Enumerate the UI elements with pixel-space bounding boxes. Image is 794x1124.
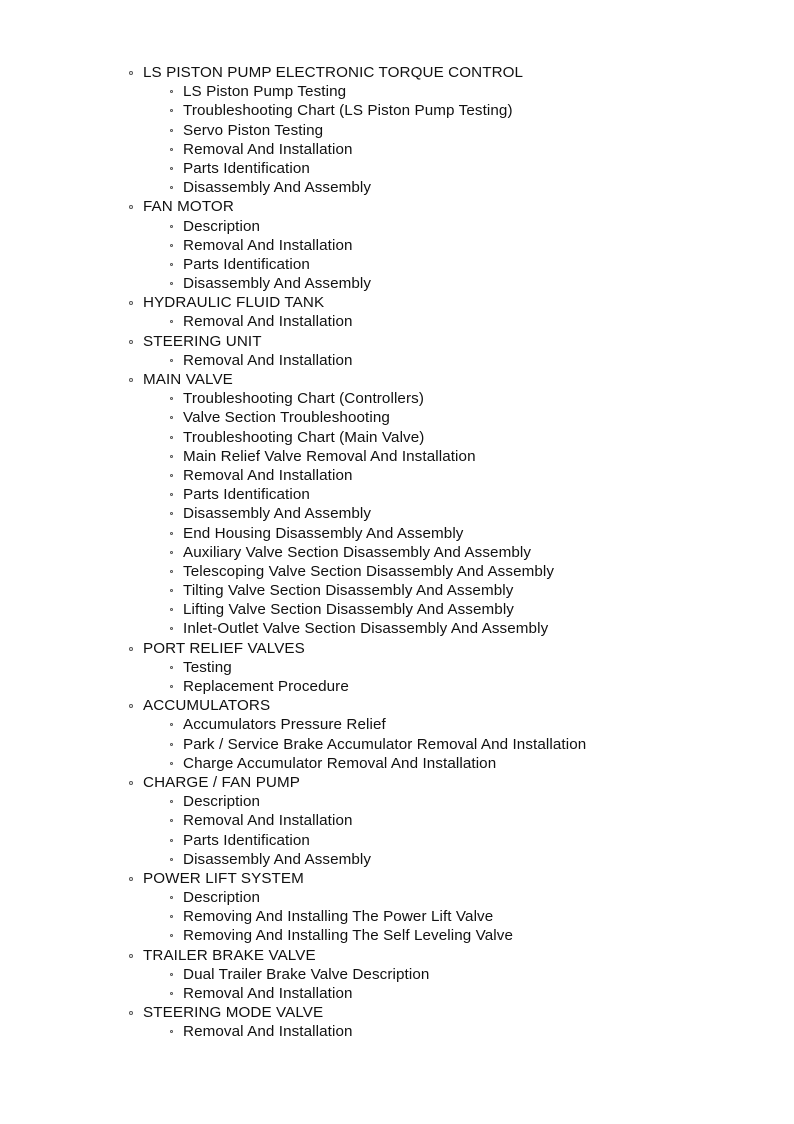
- list-item-text: Troubleshooting Chart (Controllers): [183, 390, 424, 408]
- list-item[interactable]: [0, 754, 794, 773]
- list-item-text: Accumulators Pressure Relief: [183, 716, 386, 734]
- list-item[interactable]: [0, 677, 794, 696]
- list-item-text: Parts Identification: [183, 831, 310, 849]
- list-item-text: Replacement Procedure: [183, 678, 349, 695]
- section-title[interactable]: [0, 197, 794, 216]
- list-item[interactable]: [0, 984, 794, 1003]
- list-item-text: Removal And Installation: [183, 466, 353, 484]
- section-title-text: FAN MOTOR: [143, 198, 234, 216]
- list-item-text: Removal And Installation: [183, 812, 353, 830]
- hollow-bullet-icon: [170, 915, 173, 918]
- hollow-bullet-icon: [129, 71, 133, 75]
- hollow-bullet-icon: [170, 512, 173, 515]
- list-item-text: Dual Trailer Brake Valve Description: [183, 965, 430, 983]
- toc-section: [0, 63, 794, 197]
- hollow-bullet-icon: [170, 992, 173, 995]
- toc-section: [0, 696, 794, 773]
- section-title-text: LS PISTON PUMP ELECTRONIC TORQUE CONTROL: [143, 64, 524, 81]
- hollow-bullet-icon: [170, 839, 173, 842]
- hollow-bullet-icon: [129, 1011, 133, 1015]
- hollow-bullet-icon: [129, 781, 133, 785]
- list-item-text: Removing And Installing The Power Lift Valve: [183, 908, 494, 926]
- toc-section: [0, 332, 794, 370]
- hollow-bullet-icon: [129, 340, 133, 344]
- hollow-bullet-icon: [170, 282, 173, 285]
- list-item-text: Main Relief Valve Removal And Installation: [183, 447, 476, 465]
- list-item-text: Removal And Installation: [183, 236, 353, 254]
- hollow-bullet-icon: [129, 647, 133, 651]
- section-title[interactable]: [0, 946, 794, 965]
- list-item[interactable]: [0, 735, 794, 754]
- list-item[interactable]: [0, 619, 794, 638]
- hollow-bullet-icon: [170, 666, 173, 669]
- list-item[interactable]: [0, 792, 794, 811]
- list-item[interactable]: [0, 485, 794, 504]
- list-item[interactable]: [0, 236, 794, 255]
- toc-section: [0, 639, 794, 697]
- list-item[interactable]: [0, 217, 794, 236]
- list-item[interactable]: [0, 312, 794, 331]
- list-item-text: Removal And Installation: [183, 313, 353, 331]
- list-item-text: Parts Identification: [183, 486, 310, 504]
- list-item[interactable]: [0, 658, 794, 677]
- list-item[interactable]: [0, 600, 794, 619]
- section-title-text: CHARGE / FAN PUMP: [143, 773, 300, 791]
- toc-section: [0, 197, 794, 293]
- hollow-bullet-icon: [129, 301, 133, 305]
- section-title[interactable]: [0, 63, 794, 82]
- hollow-bullet-icon: [170, 819, 173, 822]
- list-item-text: Auxiliary Valve Section Disassembly And Assembly: [183, 543, 532, 561]
- list-item-text: Troubleshooting Chart (LS Piston Pump Testing): [183, 102, 513, 120]
- list-item-text: Disassembly And Assembly: [183, 850, 372, 868]
- list-item[interactable]: [0, 524, 794, 543]
- section-title[interactable]: [0, 1003, 794, 1022]
- list-item[interactable]: [0, 543, 794, 562]
- list-item[interactable]: [0, 1022, 794, 1041]
- list-item[interactable]: [0, 907, 794, 926]
- hollow-bullet-icon: [170, 359, 173, 362]
- toc-section: [0, 869, 794, 946]
- hollow-bullet-icon: [170, 1030, 173, 1033]
- hollow-bullet-icon: [170, 129, 173, 132]
- toc-section: [0, 946, 794, 1004]
- hollow-bullet-icon: [170, 858, 173, 861]
- hollow-bullet-icon: [129, 954, 133, 958]
- hollow-bullet-icon: [170, 743, 173, 746]
- list-item-text: Tilting Valve Section Disassembly And Assembly: [183, 582, 514, 600]
- list-item[interactable]: [0, 811, 794, 830]
- list-item-text: Removal And Installation: [183, 140, 353, 158]
- list-item-text: LS Piston Pump Testing: [183, 83, 347, 101]
- section-title[interactable]: [0, 370, 794, 389]
- list-item[interactable]: [0, 408, 794, 427]
- list-item-text: Charge Accumulator Removal And Installation: [183, 754, 497, 772]
- hollow-bullet-icon: [170, 90, 173, 93]
- toc-section: [0, 370, 794, 639]
- hollow-bullet-icon: [170, 896, 173, 899]
- hollow-bullet-icon: [170, 723, 173, 726]
- list-item-text: Disassembly And Assembly: [183, 275, 372, 293]
- list-item-text: Testing: [183, 658, 232, 676]
- hollow-bullet-icon: [170, 934, 173, 937]
- list-item[interactable]: [0, 850, 794, 869]
- list-item-text: Removing And Installing The Self Leveling Valve: [183, 927, 514, 945]
- list-item[interactable]: [0, 159, 794, 178]
- list-item-text: Park / Service Brake Accumulator Removal And Installation: [183, 735, 587, 753]
- list-item-text: Disassembly And Assembly: [183, 505, 372, 523]
- list-item-text: Valve Section Troubleshooting: [183, 409, 390, 427]
- list-item[interactable]: [0, 562, 794, 581]
- list-item[interactable]: [0, 121, 794, 140]
- section-title[interactable]: [0, 639, 794, 658]
- hollow-bullet-icon: [170, 416, 173, 419]
- hollow-bullet-icon: [170, 263, 173, 266]
- section-title-text: STEERING UNIT: [143, 332, 262, 350]
- hollow-bullet-icon: [170, 551, 173, 554]
- section-title-text: POWER LIFT SYSTEM: [143, 869, 304, 887]
- list-item[interactable]: [0, 466, 794, 485]
- hollow-bullet-icon: [129, 205, 133, 209]
- list-item[interactable]: [0, 504, 794, 523]
- hollow-bullet-icon: [129, 877, 133, 881]
- hollow-bullet-icon: [170, 225, 173, 228]
- section-title[interactable]: [0, 293, 794, 312]
- list-item-text: Disassembly And Assembly: [183, 179, 372, 197]
- section-title[interactable]: [0, 332, 794, 351]
- list-item-text: Telescoping Valve Section Disassembly And Assembly: [183, 562, 555, 580]
- section-title[interactable]: [0, 773, 794, 792]
- hollow-bullet-icon: [170, 320, 173, 323]
- list-item-text: Description: [183, 889, 261, 907]
- list-item-text: Parts Identification: [183, 159, 310, 177]
- list-item[interactable]: [0, 965, 794, 984]
- list-item[interactable]: [0, 831, 794, 850]
- hollow-bullet-icon: [170, 800, 173, 803]
- section-title-text: STEERING MODE VALVE: [143, 1004, 324, 1022]
- hollow-bullet-icon: [129, 704, 133, 708]
- section-title[interactable]: [0, 869, 794, 888]
- list-item[interactable]: [0, 888, 794, 907]
- hollow-bullet-icon: [170, 973, 173, 976]
- toc-section: [0, 1003, 794, 1041]
- list-item-text: Description: [183, 793, 261, 811]
- list-item[interactable]: [0, 926, 794, 945]
- list-item-text: End Housing Disassembly And Assembly: [183, 524, 464, 542]
- section-title-text: PORT RELIEF VALVES: [143, 639, 305, 657]
- section-title-text: ACCUMULATORS: [143, 697, 271, 715]
- hollow-bullet-icon: [170, 627, 173, 630]
- toc-section: [0, 773, 794, 869]
- hollow-bullet-icon: [170, 186, 173, 189]
- list-item-text: Removal And Installation: [183, 1023, 353, 1041]
- table-of-contents: [0, 63, 794, 1042]
- list-item[interactable]: [0, 255, 794, 274]
- list-item-text: Parts Identification: [183, 255, 310, 273]
- list-item-text: Inlet-Outlet Valve Section Disassembly And Assembly: [183, 620, 549, 638]
- list-item-text: Description: [183, 217, 261, 235]
- hollow-bullet-icon: [129, 378, 133, 382]
- list-item[interactable]: [0, 178, 794, 197]
- hollow-bullet-icon: [170, 455, 173, 458]
- section-title-text: TRAILER BRAKE VALVE: [143, 946, 316, 964]
- hollow-bullet-icon: [170, 397, 173, 400]
- hollow-bullet-icon: [170, 436, 173, 439]
- list-item[interactable]: [0, 82, 794, 101]
- hollow-bullet-icon: [170, 148, 173, 151]
- hollow-bullet-icon: [170, 474, 173, 477]
- list-item[interactable]: [0, 581, 794, 600]
- list-item[interactable]: [0, 101, 794, 120]
- hollow-bullet-icon: [170, 244, 173, 247]
- hollow-bullet-icon: [170, 762, 173, 765]
- list-item[interactable]: [0, 715, 794, 734]
- hollow-bullet-icon: [170, 570, 173, 573]
- list-item-text: Troubleshooting Chart (Main Valve): [183, 428, 425, 446]
- list-item[interactable]: [0, 351, 794, 370]
- hollow-bullet-icon: [170, 685, 173, 688]
- list-item[interactable]: [0, 140, 794, 159]
- hollow-bullet-icon: [170, 589, 173, 592]
- section-title-text: MAIN VALVE: [143, 371, 233, 388]
- hollow-bullet-icon: [170, 608, 173, 611]
- list-item-text: Servo Piston Testing: [183, 121, 324, 139]
- hollow-bullet-icon: [170, 109, 173, 112]
- hollow-bullet-icon: [170, 167, 173, 170]
- hollow-bullet-icon: [170, 532, 173, 535]
- list-item[interactable]: [0, 428, 794, 447]
- list-item-text: Removal And Installation: [183, 985, 353, 1002]
- list-item[interactable]: [0, 389, 794, 408]
- hollow-bullet-icon: [170, 493, 173, 496]
- list-item[interactable]: [0, 447, 794, 466]
- section-title-text: HYDRAULIC FLUID TANK: [143, 294, 325, 312]
- section-title[interactable]: [0, 696, 794, 715]
- toc-section: [0, 293, 794, 331]
- list-item-text: Removal And Installation: [183, 351, 353, 369]
- list-item[interactable]: [0, 274, 794, 293]
- list-item-text: Lifting Valve Section Disassembly And Assembly: [183, 601, 515, 619]
